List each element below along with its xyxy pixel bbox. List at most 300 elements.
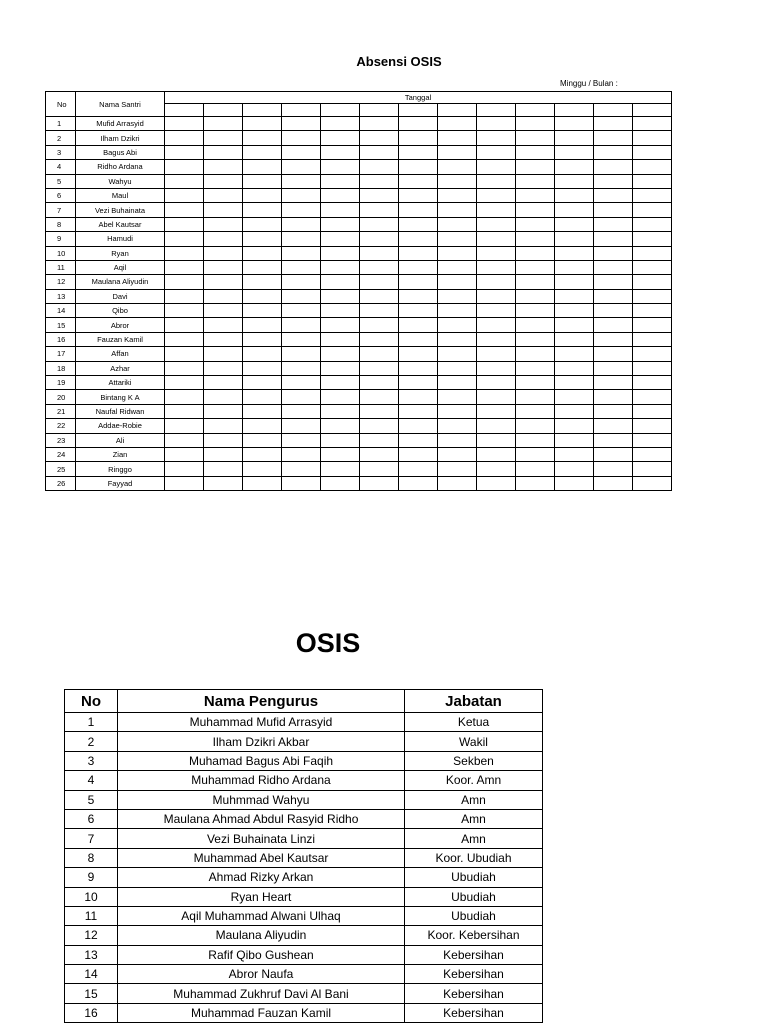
attendance-cell[interactable] — [243, 275, 282, 289]
attendance-cell[interactable] — [204, 304, 243, 318]
attendance-cell[interactable] — [360, 289, 399, 303]
attendance-cell[interactable] — [243, 419, 282, 433]
attendance-cell[interactable] — [555, 174, 594, 188]
attendance-cell[interactable] — [204, 203, 243, 217]
attendance-cell[interactable] — [399, 246, 438, 260]
attendance-cell[interactable] — [399, 188, 438, 202]
attendance-cell[interactable] — [243, 246, 282, 260]
attendance-cell[interactable] — [282, 145, 321, 159]
attendance-cell[interactable] — [204, 361, 243, 375]
attendance-cell[interactable] — [438, 404, 477, 418]
attendance-cell[interactable] — [399, 289, 438, 303]
attendance-cell[interactable] — [360, 433, 399, 447]
date-cell[interactable] — [516, 104, 555, 117]
attendance-cell[interactable] — [594, 160, 633, 174]
attendance-cell[interactable] — [282, 275, 321, 289]
attendance-cell[interactable] — [555, 462, 594, 476]
attendance-cell[interactable] — [516, 433, 555, 447]
attendance-cell[interactable] — [243, 318, 282, 332]
attendance-cell[interactable] — [477, 117, 516, 131]
attendance-cell[interactable] — [594, 217, 633, 231]
attendance-cell[interactable] — [282, 462, 321, 476]
attendance-cell[interactable] — [282, 419, 321, 433]
attendance-cell[interactable] — [165, 188, 204, 202]
attendance-cell[interactable] — [321, 404, 360, 418]
attendance-cell[interactable] — [477, 361, 516, 375]
attendance-cell[interactable] — [360, 131, 399, 145]
attendance-cell[interactable] — [321, 318, 360, 332]
attendance-cell[interactable] — [165, 404, 204, 418]
attendance-cell[interactable] — [360, 376, 399, 390]
attendance-cell[interactable] — [477, 131, 516, 145]
attendance-cell[interactable] — [633, 419, 672, 433]
attendance-cell[interactable] — [282, 476, 321, 490]
attendance-cell[interactable] — [438, 174, 477, 188]
attendance-cell[interactable] — [477, 275, 516, 289]
attendance-cell[interactable] — [243, 447, 282, 461]
date-cell[interactable] — [477, 104, 516, 117]
attendance-cell[interactable] — [399, 203, 438, 217]
attendance-cell[interactable] — [555, 232, 594, 246]
attendance-cell[interactable] — [516, 304, 555, 318]
attendance-cell[interactable] — [477, 174, 516, 188]
attendance-cell[interactable] — [321, 347, 360, 361]
attendance-cell[interactable] — [282, 289, 321, 303]
attendance-cell[interactable] — [594, 332, 633, 346]
attendance-cell[interactable] — [594, 433, 633, 447]
attendance-cell[interactable] — [321, 246, 360, 260]
attendance-cell[interactable] — [360, 203, 399, 217]
attendance-cell[interactable] — [282, 304, 321, 318]
attendance-cell[interactable] — [633, 433, 672, 447]
attendance-cell[interactable] — [321, 433, 360, 447]
attendance-cell[interactable] — [243, 131, 282, 145]
attendance-cell[interactable] — [438, 145, 477, 159]
attendance-cell[interactable] — [165, 160, 204, 174]
attendance-cell[interactable] — [399, 476, 438, 490]
attendance-cell[interactable] — [399, 117, 438, 131]
attendance-cell[interactable] — [360, 174, 399, 188]
attendance-cell[interactable] — [477, 404, 516, 418]
attendance-cell[interactable] — [204, 131, 243, 145]
attendance-cell[interactable] — [243, 433, 282, 447]
attendance-cell[interactable] — [477, 160, 516, 174]
attendance-cell[interactable] — [360, 462, 399, 476]
attendance-cell[interactable] — [438, 433, 477, 447]
attendance-cell[interactable] — [321, 447, 360, 461]
attendance-cell[interactable] — [399, 419, 438, 433]
attendance-cell[interactable] — [438, 217, 477, 231]
attendance-cell[interactable] — [555, 188, 594, 202]
attendance-cell[interactable] — [243, 289, 282, 303]
attendance-cell[interactable] — [594, 361, 633, 375]
attendance-cell[interactable] — [399, 217, 438, 231]
attendance-cell[interactable] — [282, 160, 321, 174]
attendance-cell[interactable] — [633, 203, 672, 217]
attendance-cell[interactable] — [399, 462, 438, 476]
attendance-cell[interactable] — [477, 390, 516, 404]
attendance-cell[interactable] — [165, 203, 204, 217]
attendance-cell[interactable] — [282, 203, 321, 217]
attendance-cell[interactable] — [633, 347, 672, 361]
attendance-cell[interactable] — [399, 318, 438, 332]
attendance-cell[interactable] — [477, 447, 516, 461]
attendance-cell[interactable] — [243, 217, 282, 231]
attendance-cell[interactable] — [282, 447, 321, 461]
attendance-cell[interactable] — [399, 390, 438, 404]
attendance-cell[interactable] — [204, 332, 243, 346]
attendance-cell[interactable] — [204, 376, 243, 390]
attendance-cell[interactable] — [555, 145, 594, 159]
attendance-cell[interactable] — [243, 361, 282, 375]
attendance-cell[interactable] — [360, 404, 399, 418]
attendance-cell[interactable] — [204, 476, 243, 490]
attendance-cell[interactable] — [243, 160, 282, 174]
attendance-cell[interactable] — [399, 404, 438, 418]
attendance-cell[interactable] — [165, 433, 204, 447]
attendance-cell[interactable] — [243, 188, 282, 202]
attendance-cell[interactable] — [282, 318, 321, 332]
attendance-cell[interactable] — [321, 174, 360, 188]
attendance-cell[interactable] — [516, 404, 555, 418]
attendance-cell[interactable] — [204, 390, 243, 404]
attendance-cell[interactable] — [438, 160, 477, 174]
attendance-cell[interactable] — [555, 318, 594, 332]
attendance-cell[interactable] — [438, 462, 477, 476]
attendance-cell[interactable] — [399, 145, 438, 159]
attendance-cell[interactable] — [633, 476, 672, 490]
attendance-cell[interactable] — [243, 390, 282, 404]
attendance-cell[interactable] — [516, 447, 555, 461]
attendance-cell[interactable] — [165, 361, 204, 375]
attendance-cell[interactable] — [516, 476, 555, 490]
attendance-cell[interactable] — [321, 217, 360, 231]
attendance-cell[interactable] — [516, 232, 555, 246]
attendance-cell[interactable] — [204, 318, 243, 332]
attendance-cell[interactable] — [516, 376, 555, 390]
attendance-cell[interactable] — [477, 376, 516, 390]
attendance-cell[interactable] — [438, 289, 477, 303]
attendance-cell[interactable] — [516, 117, 555, 131]
attendance-cell[interactable] — [399, 347, 438, 361]
attendance-cell[interactable] — [165, 390, 204, 404]
attendance-cell[interactable] — [321, 145, 360, 159]
attendance-cell[interactable] — [477, 347, 516, 361]
attendance-cell[interactable] — [633, 145, 672, 159]
attendance-cell[interactable] — [399, 275, 438, 289]
attendance-cell[interactable] — [555, 289, 594, 303]
attendance-cell[interactable] — [321, 275, 360, 289]
attendance-cell[interactable] — [438, 275, 477, 289]
attendance-cell[interactable] — [477, 462, 516, 476]
attendance-cell[interactable] — [360, 232, 399, 246]
attendance-cell[interactable] — [516, 188, 555, 202]
attendance-cell[interactable] — [243, 304, 282, 318]
attendance-cell[interactable] — [321, 260, 360, 274]
attendance-cell[interactable] — [360, 332, 399, 346]
attendance-cell[interactable] — [516, 332, 555, 346]
attendance-cell[interactable] — [165, 232, 204, 246]
attendance-cell[interactable] — [165, 217, 204, 231]
attendance-cell[interactable] — [243, 347, 282, 361]
attendance-cell[interactable] — [438, 304, 477, 318]
attendance-cell[interactable] — [516, 160, 555, 174]
attendance-cell[interactable] — [633, 131, 672, 145]
attendance-cell[interactable] — [594, 376, 633, 390]
attendance-cell[interactable] — [516, 145, 555, 159]
attendance-cell[interactable] — [165, 332, 204, 346]
attendance-cell[interactable] — [633, 390, 672, 404]
attendance-cell[interactable] — [321, 304, 360, 318]
attendance-cell[interactable] — [438, 203, 477, 217]
attendance-cell[interactable] — [399, 376, 438, 390]
attendance-cell[interactable] — [321, 376, 360, 390]
attendance-cell[interactable] — [555, 275, 594, 289]
attendance-cell[interactable] — [282, 332, 321, 346]
attendance-cell[interactable] — [165, 289, 204, 303]
attendance-cell[interactable] — [399, 433, 438, 447]
attendance-cell[interactable] — [438, 347, 477, 361]
attendance-cell[interactable] — [594, 304, 633, 318]
attendance-cell[interactable] — [165, 117, 204, 131]
attendance-cell[interactable] — [438, 332, 477, 346]
attendance-cell[interactable] — [165, 376, 204, 390]
attendance-cell[interactable] — [477, 232, 516, 246]
attendance-cell[interactable] — [594, 232, 633, 246]
attendance-cell[interactable] — [399, 361, 438, 375]
attendance-cell[interactable] — [438, 131, 477, 145]
attendance-cell[interactable] — [594, 145, 633, 159]
attendance-cell[interactable] — [555, 117, 594, 131]
attendance-cell[interactable] — [243, 376, 282, 390]
attendance-cell[interactable] — [165, 246, 204, 260]
attendance-cell[interactable] — [204, 347, 243, 361]
attendance-cell[interactable] — [555, 304, 594, 318]
attendance-cell[interactable] — [204, 232, 243, 246]
attendance-cell[interactable] — [204, 289, 243, 303]
attendance-cell[interactable] — [516, 260, 555, 274]
attendance-cell[interactable] — [165, 260, 204, 274]
attendance-cell[interactable] — [477, 304, 516, 318]
attendance-cell[interactable] — [438, 117, 477, 131]
attendance-cell[interactable] — [321, 419, 360, 433]
date-cell[interactable] — [399, 104, 438, 117]
attendance-cell[interactable] — [204, 145, 243, 159]
attendance-cell[interactable] — [243, 404, 282, 418]
attendance-cell[interactable] — [633, 376, 672, 390]
date-cell[interactable] — [204, 104, 243, 117]
attendance-cell[interactable] — [516, 203, 555, 217]
attendance-cell[interactable] — [282, 433, 321, 447]
attendance-cell[interactable] — [516, 347, 555, 361]
attendance-cell[interactable] — [204, 447, 243, 461]
attendance-cell[interactable] — [165, 476, 204, 490]
attendance-cell[interactable] — [516, 275, 555, 289]
attendance-cell[interactable] — [399, 260, 438, 274]
attendance-cell[interactable] — [204, 404, 243, 418]
date-cell[interactable] — [633, 104, 672, 117]
attendance-cell[interactable] — [243, 117, 282, 131]
attendance-cell[interactable] — [555, 476, 594, 490]
attendance-cell[interactable] — [516, 246, 555, 260]
attendance-cell[interactable] — [438, 447, 477, 461]
date-cell[interactable] — [165, 104, 204, 117]
attendance-cell[interactable] — [165, 131, 204, 145]
attendance-cell[interactable] — [243, 174, 282, 188]
attendance-cell[interactable] — [594, 347, 633, 361]
attendance-cell[interactable] — [633, 246, 672, 260]
attendance-cell[interactable] — [204, 160, 243, 174]
attendance-cell[interactable] — [243, 462, 282, 476]
attendance-cell[interactable] — [204, 433, 243, 447]
attendance-cell[interactable] — [282, 347, 321, 361]
attendance-cell[interactable] — [594, 174, 633, 188]
attendance-cell[interactable] — [555, 131, 594, 145]
attendance-cell[interactable] — [594, 318, 633, 332]
attendance-cell[interactable] — [477, 476, 516, 490]
attendance-cell[interactable] — [165, 447, 204, 461]
attendance-cell[interactable] — [282, 390, 321, 404]
attendance-cell[interactable] — [282, 217, 321, 231]
attendance-cell[interactable] — [555, 160, 594, 174]
attendance-cell[interactable] — [165, 462, 204, 476]
attendance-cell[interactable] — [477, 217, 516, 231]
attendance-cell[interactable] — [516, 289, 555, 303]
attendance-cell[interactable] — [555, 404, 594, 418]
attendance-cell[interactable] — [633, 447, 672, 461]
date-cell[interactable] — [282, 104, 321, 117]
attendance-cell[interactable] — [282, 117, 321, 131]
attendance-cell[interactable] — [243, 232, 282, 246]
attendance-cell[interactable] — [360, 188, 399, 202]
attendance-cell[interactable] — [243, 332, 282, 346]
attendance-cell[interactable] — [360, 419, 399, 433]
attendance-cell[interactable] — [477, 419, 516, 433]
attendance-cell[interactable] — [477, 188, 516, 202]
attendance-cell[interactable] — [555, 347, 594, 361]
attendance-cell[interactable] — [633, 289, 672, 303]
attendance-cell[interactable] — [399, 160, 438, 174]
attendance-cell[interactable] — [360, 246, 399, 260]
attendance-cell[interactable] — [399, 232, 438, 246]
attendance-cell[interactable] — [282, 232, 321, 246]
attendance-cell[interactable] — [477, 203, 516, 217]
attendance-cell[interactable] — [399, 131, 438, 145]
attendance-cell[interactable] — [594, 131, 633, 145]
attendance-cell[interactable] — [477, 289, 516, 303]
attendance-cell[interactable] — [438, 419, 477, 433]
attendance-cell[interactable] — [594, 462, 633, 476]
attendance-cell[interactable] — [360, 275, 399, 289]
attendance-cell[interactable] — [282, 188, 321, 202]
attendance-cell[interactable] — [594, 188, 633, 202]
attendance-cell[interactable] — [516, 390, 555, 404]
attendance-cell[interactable] — [282, 404, 321, 418]
attendance-cell[interactable] — [360, 318, 399, 332]
attendance-cell[interactable] — [243, 145, 282, 159]
attendance-cell[interactable] — [360, 217, 399, 231]
attendance-cell[interactable] — [516, 174, 555, 188]
attendance-cell[interactable] — [165, 275, 204, 289]
attendance-cell[interactable] — [594, 419, 633, 433]
attendance-cell[interactable] — [438, 390, 477, 404]
attendance-cell[interactable] — [438, 361, 477, 375]
attendance-cell[interactable] — [477, 260, 516, 274]
attendance-cell[interactable] — [633, 361, 672, 375]
attendance-cell[interactable] — [594, 447, 633, 461]
attendance-cell[interactable] — [360, 145, 399, 159]
attendance-cell[interactable] — [633, 332, 672, 346]
attendance-cell[interactable] — [360, 304, 399, 318]
attendance-cell[interactable] — [165, 145, 204, 159]
attendance-cell[interactable] — [321, 390, 360, 404]
attendance-cell[interactable] — [204, 217, 243, 231]
attendance-cell[interactable] — [321, 131, 360, 145]
attendance-cell[interactable] — [594, 260, 633, 274]
attendance-cell[interactable] — [633, 232, 672, 246]
attendance-cell[interactable] — [594, 117, 633, 131]
attendance-cell[interactable] — [555, 203, 594, 217]
attendance-cell[interactable] — [594, 203, 633, 217]
attendance-cell[interactable] — [438, 232, 477, 246]
attendance-cell[interactable] — [633, 217, 672, 231]
attendance-cell[interactable] — [360, 160, 399, 174]
attendance-cell[interactable] — [594, 404, 633, 418]
attendance-cell[interactable] — [321, 160, 360, 174]
attendance-cell[interactable] — [399, 174, 438, 188]
attendance-cell[interactable] — [633, 304, 672, 318]
attendance-cell[interactable] — [243, 203, 282, 217]
attendance-cell[interactable] — [477, 318, 516, 332]
attendance-cell[interactable] — [516, 462, 555, 476]
attendance-cell[interactable] — [165, 419, 204, 433]
attendance-cell[interactable] — [321, 361, 360, 375]
attendance-cell[interactable] — [282, 260, 321, 274]
attendance-cell[interactable] — [360, 260, 399, 274]
attendance-cell[interactable] — [321, 476, 360, 490]
attendance-cell[interactable] — [321, 332, 360, 346]
date-cell[interactable] — [594, 104, 633, 117]
date-cell[interactable] — [321, 104, 360, 117]
attendance-cell[interactable] — [438, 246, 477, 260]
attendance-cell[interactable] — [633, 260, 672, 274]
attendance-cell[interactable] — [555, 419, 594, 433]
attendance-cell[interactable] — [282, 246, 321, 260]
attendance-cell[interactable] — [555, 433, 594, 447]
attendance-cell[interactable] — [438, 476, 477, 490]
attendance-cell[interactable] — [477, 246, 516, 260]
attendance-cell[interactable] — [321, 117, 360, 131]
attendance-cell[interactable] — [204, 419, 243, 433]
attendance-cell[interactable] — [633, 188, 672, 202]
attendance-cell[interactable] — [477, 433, 516, 447]
date-cell[interactable] — [555, 104, 594, 117]
attendance-cell[interactable] — [594, 246, 633, 260]
date-cell[interactable] — [438, 104, 477, 117]
attendance-cell[interactable] — [594, 390, 633, 404]
attendance-cell[interactable] — [360, 347, 399, 361]
attendance-cell[interactable] — [360, 476, 399, 490]
attendance-cell[interactable] — [633, 174, 672, 188]
attendance-cell[interactable] — [438, 188, 477, 202]
attendance-cell[interactable] — [555, 246, 594, 260]
attendance-cell[interactable] — [477, 332, 516, 346]
attendance-cell[interactable] — [633, 318, 672, 332]
attendance-cell[interactable] — [165, 347, 204, 361]
attendance-cell[interactable] — [633, 275, 672, 289]
attendance-cell[interactable] — [555, 217, 594, 231]
attendance-cell[interactable] — [204, 260, 243, 274]
